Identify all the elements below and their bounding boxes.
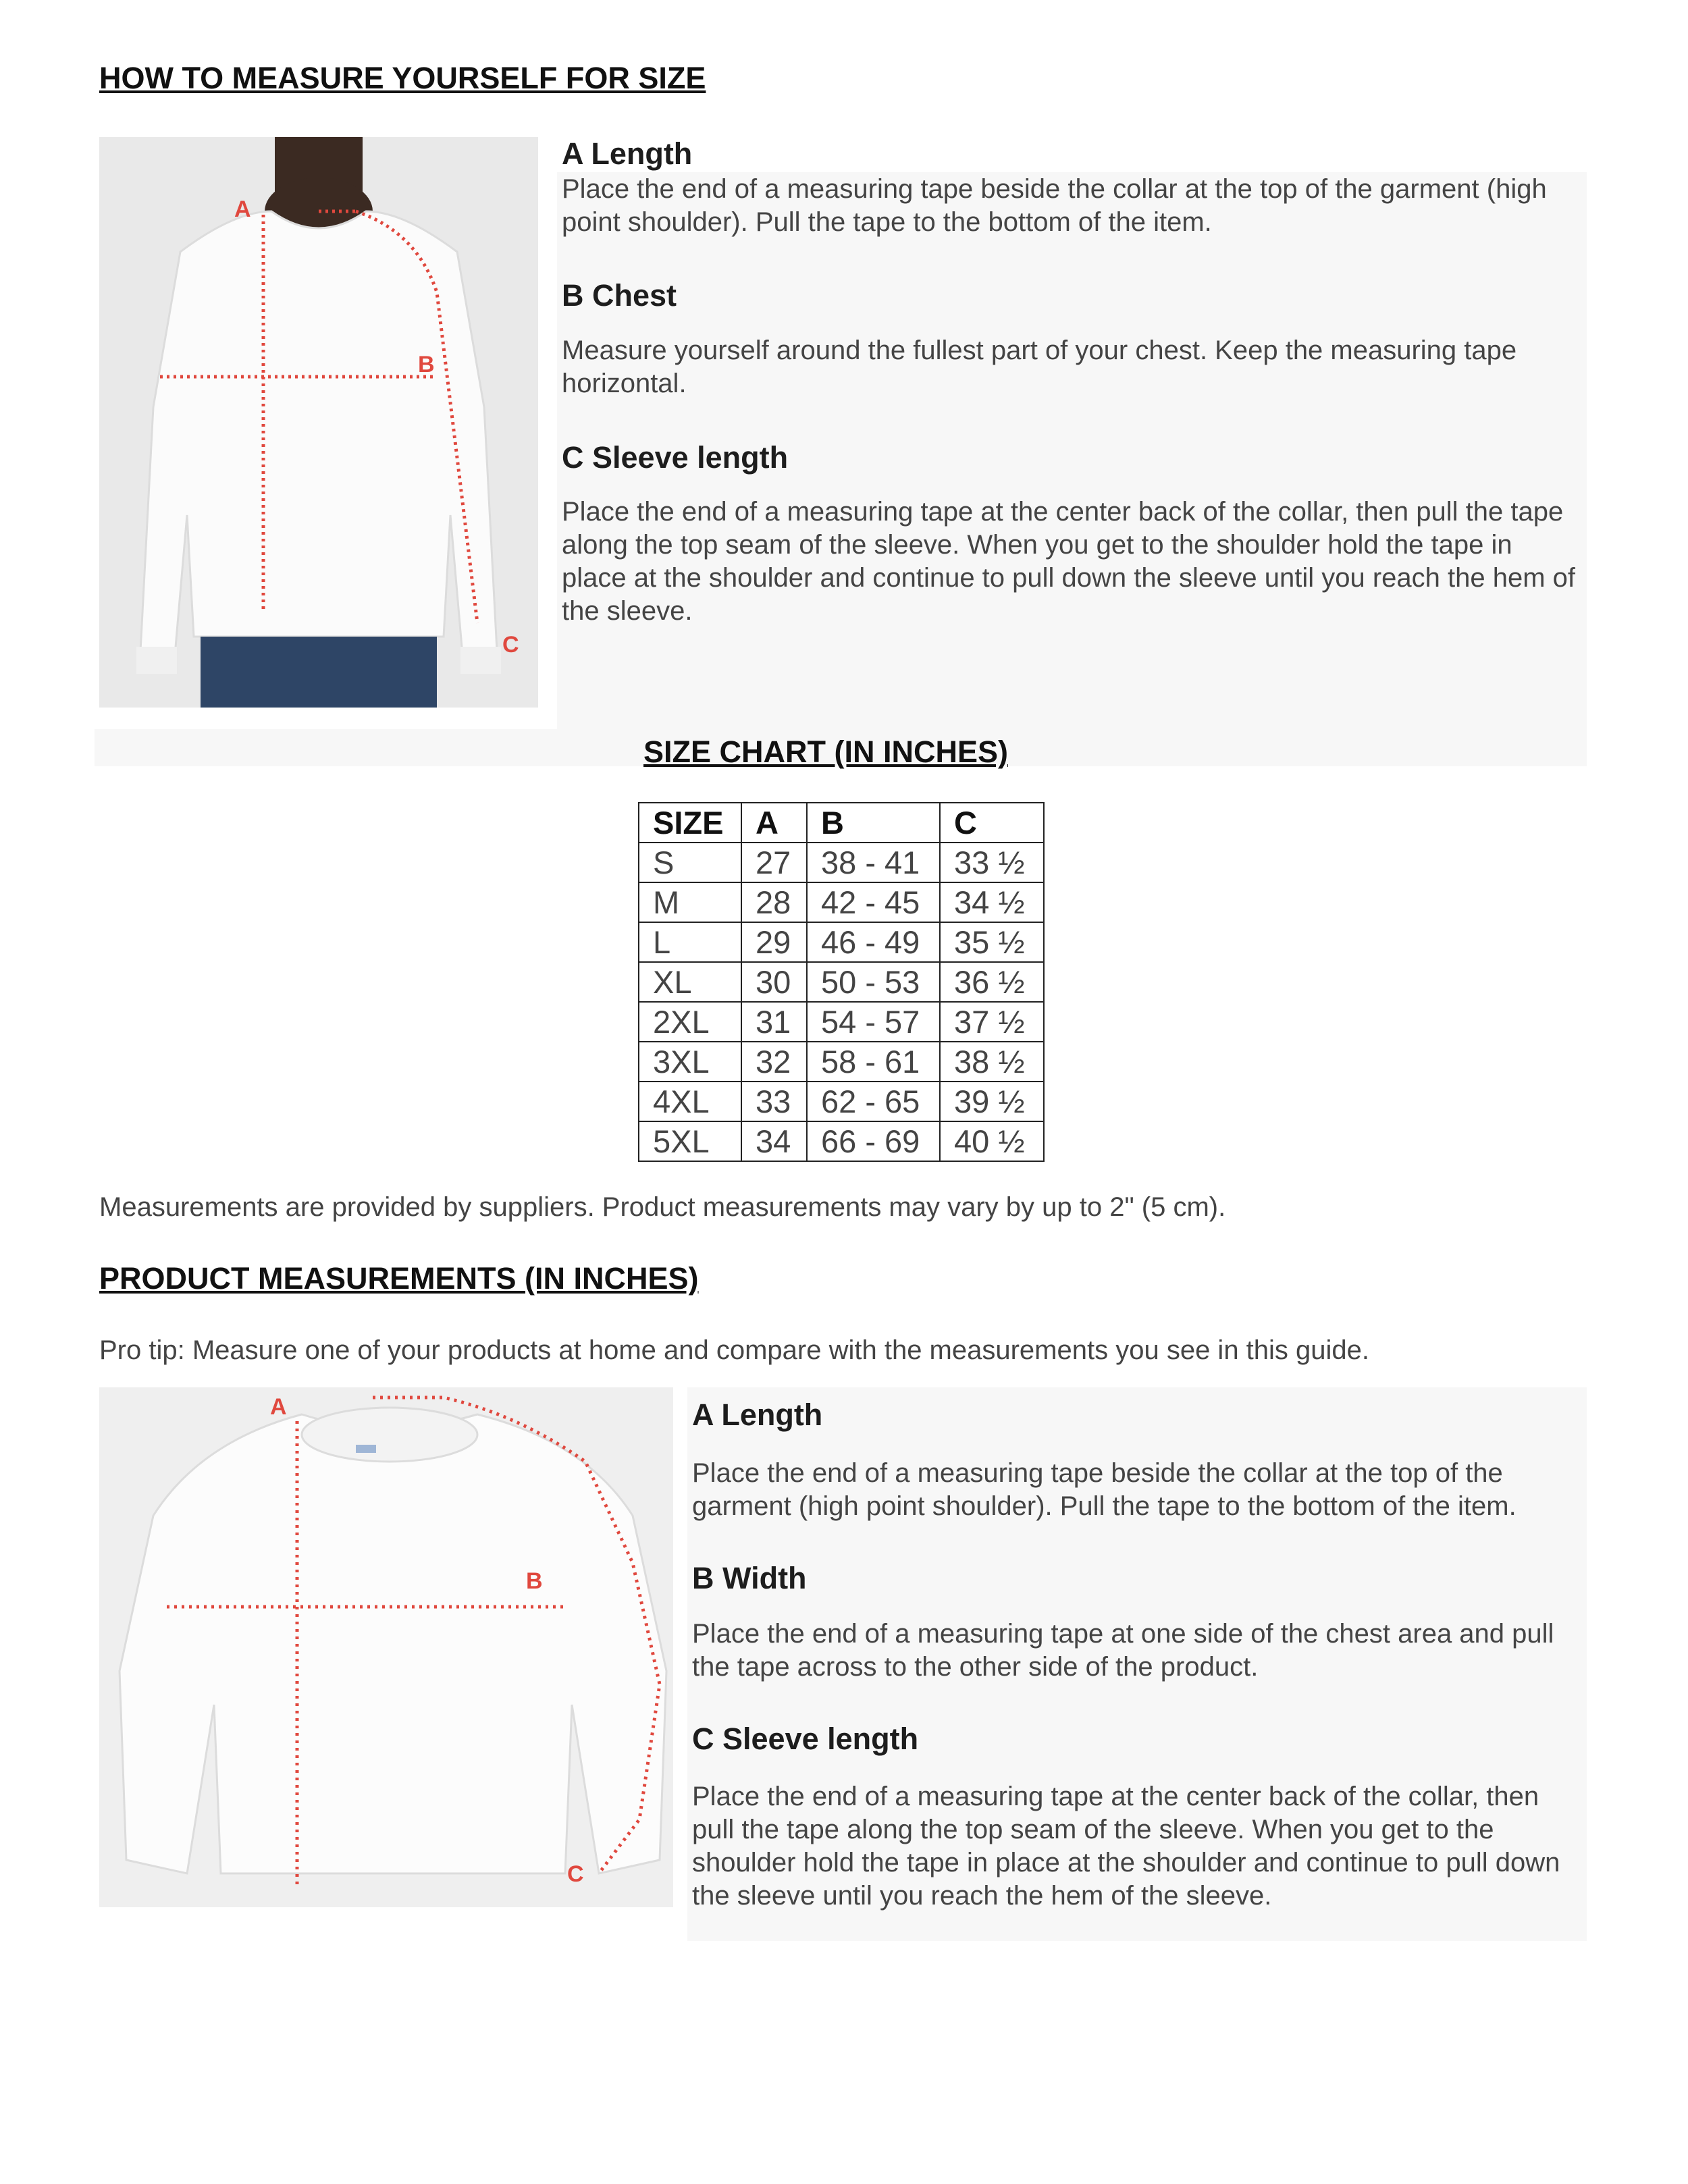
cell-c: 38 ½ [940, 1042, 1044, 1082]
label-a: A [234, 196, 251, 222]
product-width-heading: B Width [692, 1561, 807, 1595]
table-row [639, 962, 1044, 1002]
chest-text: Measure yourself around the fullest part of your chest. Keep the measuring tape horizontal. [562, 336, 1517, 398]
cell-b: 38 - 41 [807, 843, 940, 882]
table-row [639, 1002, 1044, 1042]
label-c: C [502, 632, 519, 658]
cell-b: 42 - 45 [807, 882, 940, 922]
product-length-heading: A Length [692, 1397, 823, 1432]
cell-a: 33 [741, 1082, 807, 1121]
header-size: SIZE [639, 803, 741, 843]
cell-a: 28 [741, 882, 807, 922]
cell-c: 34 ½ [940, 882, 1044, 922]
label-c: C [567, 1861, 584, 1887]
cell-b: 62 - 65 [807, 1082, 940, 1121]
product-sleeve-heading: C Sleeve length [692, 1722, 919, 1756]
cell-b: 54 - 57 [807, 1002, 940, 1042]
table-row [639, 843, 1044, 882]
cell-size: 5XL [639, 1121, 741, 1161]
cell-a: 32 [741, 1042, 807, 1082]
cell-a: 34 [741, 1121, 807, 1161]
label-a: A [270, 1394, 287, 1420]
cell-a: 31 [741, 1002, 807, 1042]
cell-size: 4XL [639, 1082, 741, 1121]
label-b: B [526, 1568, 543, 1594]
product-length-text: Place the end of a measuring tape beside the collar at the top of the garment (high point shoulder). Pull the tape to the bottom of the item. [692, 1458, 1516, 1521]
length-heading: A Length [562, 136, 693, 171]
product-photo [99, 1387, 673, 1907]
sleeve-text: Place the end of a measuring tape at the center back of the collar, then pull the tape along the top seam of the sleeve. When you get to the shoulder hold the tape in place at the shoulder and continue to pull down the sleeve until you reach the hem of the sleeve. [562, 497, 1575, 626]
chest-heading: B Chest [562, 278, 677, 313]
table-header-row [639, 803, 1044, 843]
header-a: A [741, 803, 807, 843]
cell-a: 27 [741, 843, 807, 882]
model-photo [99, 137, 538, 708]
cell-a: 29 [741, 922, 807, 962]
table-row [639, 1042, 1044, 1082]
cell-b: 50 - 53 [807, 962, 940, 1002]
table-row [639, 1121, 1044, 1161]
cell-size: 3XL [639, 1042, 741, 1082]
size-chart-title: SIZE CHART (IN INCHES) [643, 735, 1008, 769]
cell-c: 37 ½ [940, 1002, 1044, 1042]
cell-b: 58 - 61 [807, 1042, 940, 1082]
cell-size: 2XL [639, 1002, 741, 1042]
model-sweatshirt-illustration [99, 137, 538, 708]
length-text: Place the end of a measuring tape beside the collar at the top of the garment (high point shoulder). Pull the tape to the bottom of the item. [562, 174, 1547, 237]
cell-c: 35 ½ [940, 922, 1044, 962]
table-row [639, 1082, 1044, 1121]
cell-a: 30 [741, 962, 807, 1002]
cell-c: 36 ½ [940, 962, 1044, 1002]
flat-sweatshirt-illustration [99, 1387, 673, 1907]
cell-size: XL [639, 962, 741, 1002]
cell-c: 40 ½ [940, 1121, 1044, 1161]
size-chart-table [638, 802, 1045, 1162]
cell-size: L [639, 922, 741, 962]
cell-b: 66 - 69 [807, 1121, 940, 1161]
disclaimer-text: Measurements are provided by suppliers. Product measurements may vary by up to 2" (5 cm). [99, 1192, 1226, 1222]
cell-c: 33 ½ [940, 843, 1044, 882]
header-c: C [940, 803, 1044, 843]
table-row [639, 922, 1044, 962]
page-title: HOW TO MEASURE YOURSELF FOR SIZE [99, 61, 706, 95]
label-b: B [418, 352, 435, 377]
pro-tip-text: Pro tip: Measure one of your products at home and compare with the measurements you see in this guide. [99, 1335, 1370, 1365]
product-measurements-title: PRODUCT MEASUREMENTS (IN INCHES) [99, 1261, 699, 1296]
table-row [639, 882, 1044, 922]
cell-c: 39 ½ [940, 1082, 1044, 1121]
product-width-text: Place the end of a measuring tape at one side of the chest area and pull the tape across to the other side of the product. [692, 1619, 1554, 1682]
header-b: B [807, 803, 940, 843]
cell-size: M [639, 882, 741, 922]
cell-b: 46 - 49 [807, 922, 940, 962]
product-sleeve-text: Place the end of a measuring tape at the center back of the collar, then pull the tape along the top seam of the sleeve. When you get to the shoulder hold the tape in place at the shoulder and continue to pull down the sleeve until you reach the hem of the sleeve. [692, 1782, 1560, 1911]
cell-size: S [639, 843, 741, 882]
sleeve-heading: C Sleeve length [562, 440, 789, 475]
